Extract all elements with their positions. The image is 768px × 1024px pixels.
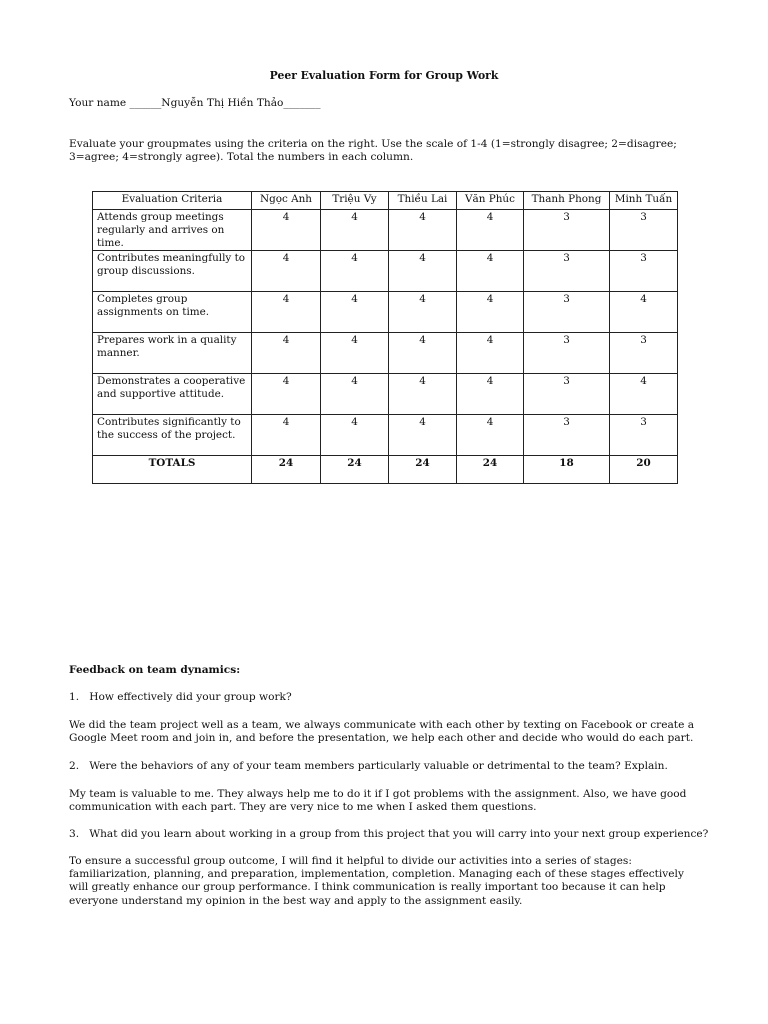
score-cell: 3	[524, 374, 610, 415]
question-3: 3. What did you learn about working in a group from this project that you will carry into your next group experience?	[69, 828, 709, 840]
total-cell: 20	[610, 456, 678, 484]
score-cell: 4	[610, 374, 678, 415]
score-cell: 3	[524, 251, 610, 292]
totals-label: TOTALS	[93, 456, 252, 484]
table-row	[93, 374, 678, 415]
criterion-cell: Prepares work in a quality manner.	[93, 333, 252, 374]
score-cell: 3	[524, 415, 610, 456]
total-cell: 24	[321, 456, 389, 484]
score-cell: 4	[252, 292, 321, 333]
score-cell: 4	[252, 415, 321, 456]
score-cell: 3	[610, 210, 678, 251]
table-row	[93, 251, 678, 292]
score-cell: 4	[457, 251, 524, 292]
score-cell: 3	[610, 333, 678, 374]
total-cell: 24	[457, 456, 524, 484]
criterion-cell: Contributes meaningfully to group discussions.	[93, 251, 252, 292]
table-row	[93, 415, 678, 456]
total-cell: 24	[252, 456, 321, 484]
score-cell: 4	[389, 292, 457, 333]
score-cell: 4	[457, 210, 524, 251]
form-title: Peer Evaluation Form for Group Work	[269, 69, 499, 82]
question-1: 1. How effectively did your group work?	[69, 691, 292, 703]
answer-3: To ensure a successful group outcome, I will find it helpful to divide our activities into a series of stages: familiarization, planning, and preparation, implementation, completion. Managing each of these stages effectively will greatly enhance our group performance. I think communication is really important too because it can help everyone understand my opinion in the best way and apply to the assignment easily.	[69, 855, 684, 907]
table-header-row	[93, 192, 678, 210]
name-line: Your name ______Nguyễn Thị Hiền Thảo_______	[69, 97, 321, 109]
score-cell: 4	[252, 333, 321, 374]
score-cell: 4	[321, 333, 389, 374]
score-cell: 4	[389, 415, 457, 456]
header-member: Triệu Vy	[321, 192, 389, 210]
answer-2: My team is valuable to me. They always help me to do it if I got problems with the assignment. Also, we have good communication with each part. They are very nice to me when I asked them questions.	[69, 788, 687, 814]
criterion-cell: Contributes significantly to the success of the project.	[93, 415, 252, 456]
score-cell: 4	[457, 415, 524, 456]
header-criteria: Evaluation Criteria	[93, 192, 252, 210]
criterion-cell: Completes group assignments on time.	[93, 292, 252, 333]
header-member: Thiều Lai	[389, 192, 457, 210]
score-cell: 4	[610, 292, 678, 333]
question-2: 2. Were the behaviors of any of your team members particularly valuable or detrimental to the team? Explain.	[69, 760, 668, 772]
score-cell: 4	[389, 210, 457, 251]
score-cell: 4	[252, 251, 321, 292]
table-row	[93, 292, 678, 333]
score-cell: 4	[252, 374, 321, 415]
instructions-text: Evaluate your groupmates using the criteria on the right. Use the scale of 1-4 (1=strongly disagree; 2=disagree; 3=agree; 4=strongly agree). Total the numbers in each column.	[69, 138, 677, 164]
header-member: Minh Tuấn	[610, 192, 678, 210]
header-member: Thanh Phong	[524, 192, 610, 210]
score-cell: 4	[252, 210, 321, 251]
table-row	[93, 333, 678, 374]
score-cell: 4	[457, 292, 524, 333]
table-row	[93, 210, 678, 251]
answer-1: We did the team project well as a team, we always communicate with each other by texting on Facebook or create a Google Meet room and join in, and before the presentation, we help each other and decide who would do each part.	[69, 719, 695, 745]
score-cell: 4	[321, 292, 389, 333]
score-cell: 3	[524, 333, 610, 374]
score-cell: 4	[457, 374, 524, 415]
score-cell: 4	[321, 415, 389, 456]
score-cell: 3	[524, 292, 610, 333]
score-cell: 3	[524, 210, 610, 251]
score-cell: 4	[321, 374, 389, 415]
score-cell: 4	[457, 333, 524, 374]
totals-row	[93, 456, 678, 484]
total-cell: 18	[524, 456, 610, 484]
criterion-cell: Demonstrates a cooperative and supportive attitude.	[93, 374, 252, 415]
header-member: Văn Phúc	[457, 192, 524, 210]
score-cell: 4	[389, 374, 457, 415]
total-cell: 24	[389, 456, 457, 484]
score-cell: 3	[610, 415, 678, 456]
header-member: Ngọc Anh	[252, 192, 321, 210]
score-cell: 3	[610, 251, 678, 292]
evaluation-table	[92, 191, 678, 484]
feedback-heading: Feedback on team dynamics:	[69, 664, 241, 676]
score-cell: 4	[321, 210, 389, 251]
score-cell: 4	[389, 333, 457, 374]
criterion-cell: Attends group meetings regularly and arrives on time.	[93, 210, 252, 251]
score-cell: 4	[321, 251, 389, 292]
score-cell: 4	[389, 251, 457, 292]
